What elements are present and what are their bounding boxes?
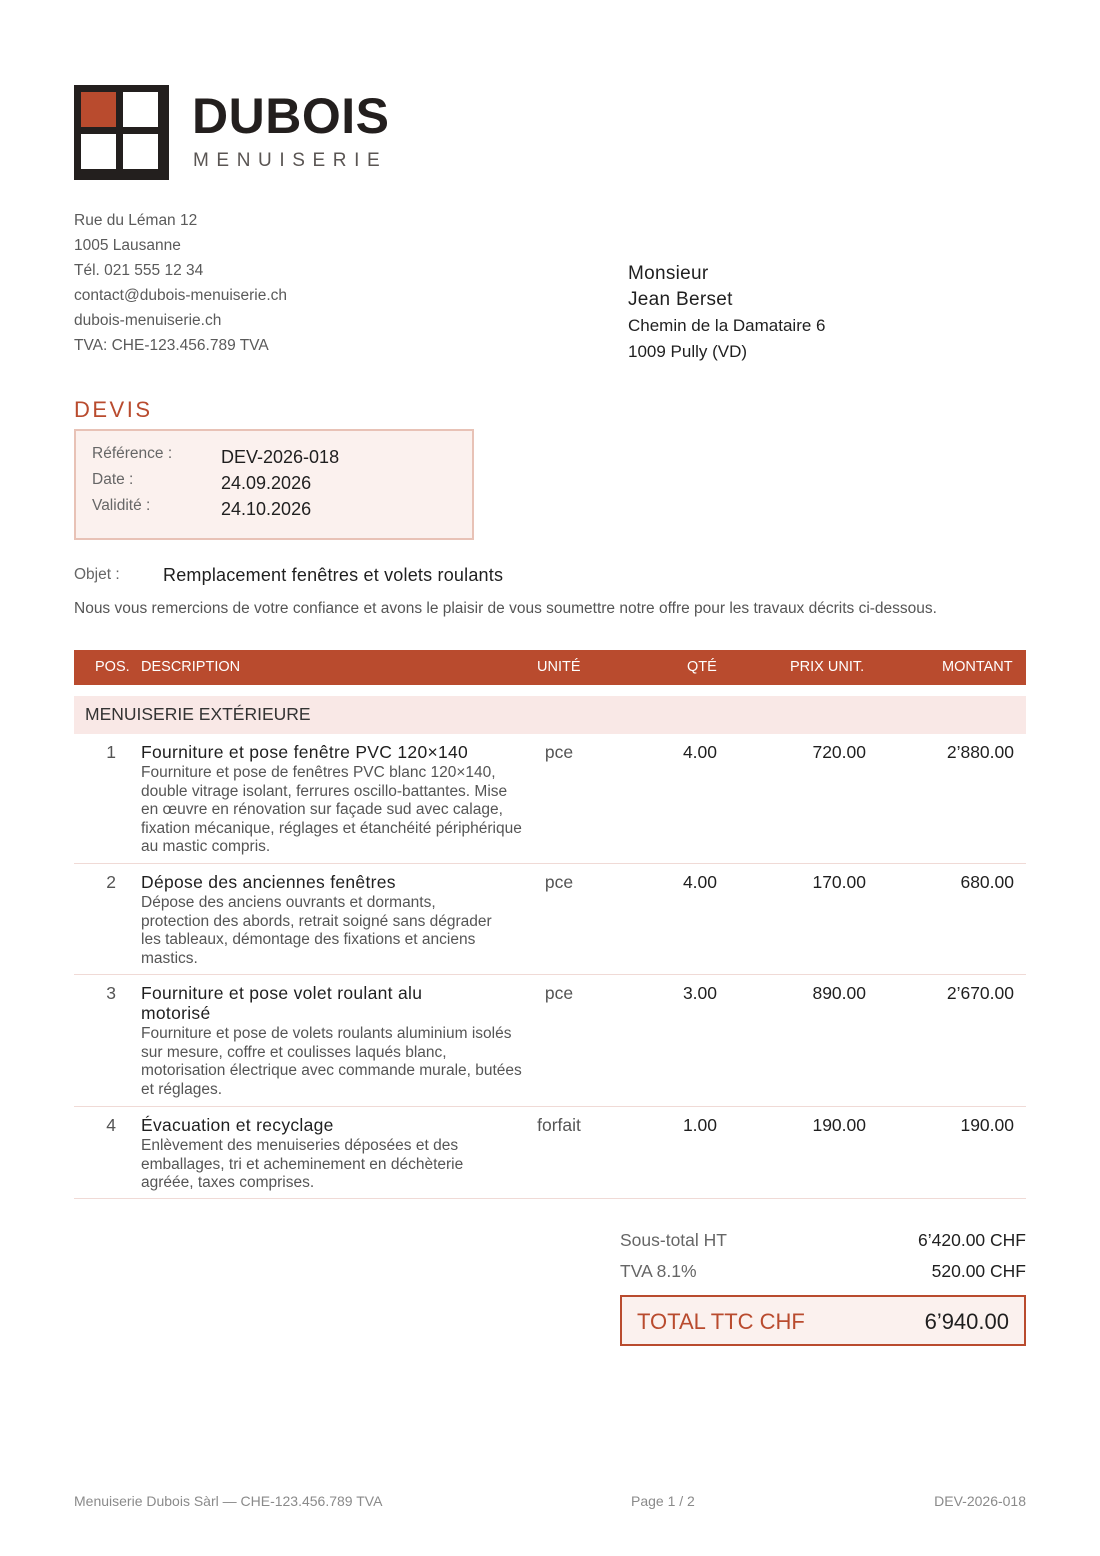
row-unit: pce <box>544 983 574 1003</box>
window-frame-icon <box>74 85 169 180</box>
header-description: DESCRIPTION <box>141 659 241 675</box>
company-vat: TVA: CHE-123.456.789 TVA <box>74 337 269 354</box>
row-description: Fourniture et pose de fenêtres PVC blanc 120×140, double vitrage isolant, ferrures oscillo-battantes. Mise en œuvre en rénovation sur façade sud avec calage, fixation mécanique, réglages et étanchéité périphérique au mastic compris. <box>141 764 522 855</box>
meta-reference <box>92 445 452 467</box>
row-unit: pce <box>544 742 574 762</box>
row-description: Fourniture et pose de volets roulants aluminium isolés sur mesure, coffre et coulisses laqués blanc, motorisation électrique avec commande murale, butées et réglages. <box>141 1025 522 1098</box>
header-unit: UNITÉ <box>537 659 581 675</box>
section-title: MENUISERIE EXTÉRIEURE <box>85 704 311 724</box>
meta-label: Validité : <box>92 497 151 514</box>
footer-reference: DEV-2026-018 <box>934 1493 1026 1509</box>
meta-validity <box>92 497 452 519</box>
vat-value: 520.00 CHF <box>931 1261 1026 1281</box>
meta-value: DEV-2026-018 <box>221 447 340 467</box>
company-city: 1005 Lausanne <box>74 237 181 254</box>
row-title: Fourniture et pose fenêtre PVC 120×140 <box>141 742 469 762</box>
row-qty: 4.00 <box>682 742 717 762</box>
recipient-city: 1009 Pully (VD) <box>628 342 748 361</box>
row-amount: 190.00 <box>960 1115 1014 1135</box>
recipient-salutation: Monsieur <box>628 263 709 284</box>
subtotal-value: 6’420.00 CHF <box>918 1230 1026 1250</box>
table-header <box>74 650 1026 685</box>
recipient-street: Chemin de la Damataire 6 <box>628 316 826 335</box>
brand-name: DUBOIS <box>192 88 390 144</box>
brand-subtitle: MENUISERIE <box>193 150 388 171</box>
row-qty: 1.00 <box>682 1115 717 1135</box>
table-row <box>74 975 1026 1107</box>
document-title: DEVIS <box>74 397 153 422</box>
company-address <box>74 208 287 358</box>
row-pos: 3 <box>106 983 116 1003</box>
row-unit-price: 720.00 <box>812 742 866 762</box>
recipient-name: Jean Berset <box>628 289 733 310</box>
row-qty: 3.00 <box>682 983 717 1003</box>
row-unit-price: 190.00 <box>812 1115 866 1135</box>
meta-label: Référence : <box>92 445 173 462</box>
footer-page-number: Page 1 / 2 <box>631 1493 695 1509</box>
document-meta-box <box>74 429 474 540</box>
vat-row <box>620 1261 1026 1285</box>
grand-total-box <box>620 1295 1026 1346</box>
recipient-address <box>628 261 825 365</box>
row-unit: pce <box>544 872 574 892</box>
row-description: Enlèvement des menuiseries déposées et des emballages, tri et acheminement en déchèterie agréée, taxes comprises. <box>141 1137 464 1191</box>
row-amount: 2’670.00 <box>946 983 1014 1003</box>
meta-value: 24.10.2026 <box>221 499 312 519</box>
object-value: Remplacement fenêtres et volets roulants <box>163 565 504 585</box>
table-row <box>74 1107 1026 1199</box>
total-label: TOTAL TTC CHF <box>637 1309 805 1334</box>
row-pos: 2 <box>106 872 116 892</box>
intro-text: Nous vous remercions de votre confiance et avons le plaisir de vous soumettre notre offre pour les travaux décrits ci-dessous. <box>74 600 937 617</box>
meta-value: 24.09.2026 <box>221 473 312 493</box>
header-amount: MONTANT <box>942 659 1013 675</box>
section-header <box>74 696 1026 734</box>
company-phone: Tél. 021 555 12 34 <box>74 262 204 279</box>
row-title: Dépose des anciennes fenêtres <box>141 872 396 892</box>
header-unit-price: PRIX UNIT. <box>790 659 865 675</box>
company-website: dubois-menuiserie.ch <box>74 312 222 329</box>
company-logo <box>74 85 394 181</box>
total-value: 6’940.00 <box>924 1309 1009 1334</box>
meta-label: Date : <box>92 471 134 488</box>
row-description: Dépose des anciens ouvrants et dormants, protection des abords, retrait soigné sans dégrader les tableaux, démontage des fixations et anciens mastics. <box>141 894 492 967</box>
row-unit: forfait <box>537 1115 581 1135</box>
company-email: contact@dubois-menuiserie.ch <box>74 287 288 304</box>
row-pos: 4 <box>106 1115 116 1135</box>
object-label: Objet : <box>74 566 120 583</box>
row-unit-price: 170.00 <box>812 872 866 892</box>
header-pos: POS. <box>95 659 130 675</box>
footer-company: Menuiserie Dubois Sàrl — CHE-123.456.789 TVA <box>74 1493 383 1509</box>
row-pos: 1 <box>106 742 116 762</box>
row-amount: 680.00 <box>960 872 1014 892</box>
row-unit-price: 890.00 <box>812 983 866 1003</box>
table-row <box>74 864 1026 975</box>
row-title: Évacuation et recyclage <box>141 1115 334 1135</box>
vat-label: TVA 8.1% <box>620 1261 697 1281</box>
subtotal-label: Sous-total HT <box>620 1230 727 1250</box>
row-title: Fourniture et pose volet roulant alu motorisé <box>141 983 423 1023</box>
row-qty: 4.00 <box>682 872 717 892</box>
table-row <box>74 734 1026 864</box>
company-street: Rue du Léman 12 <box>74 212 198 229</box>
meta-date <box>92 471 452 493</box>
row-amount: 2’880.00 <box>946 742 1014 762</box>
header-qty: QTÉ <box>687 659 717 675</box>
subtotal-row <box>620 1230 1026 1254</box>
